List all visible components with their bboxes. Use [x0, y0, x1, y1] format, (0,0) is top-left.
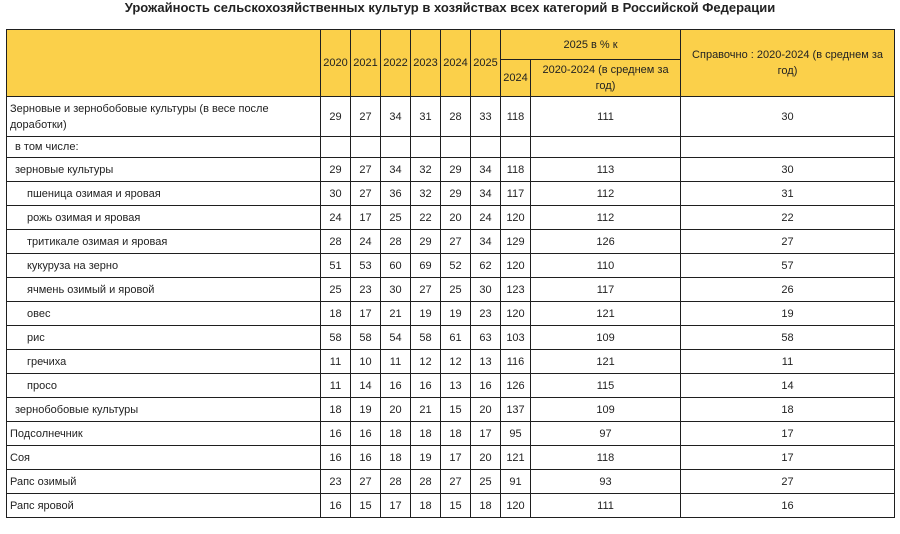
- row-value-cell: 11: [321, 350, 351, 374]
- row-value-cell: 32: [411, 182, 441, 206]
- row-value-cell: 23: [321, 470, 351, 494]
- row-value-cell: 29: [321, 97, 351, 137]
- row-crop-name: гречиха: [7, 350, 321, 374]
- row-crop-name: рожь озимая и яровая: [7, 206, 321, 230]
- row-value-cell: 63: [471, 326, 501, 350]
- row-value-cell: 20: [471, 446, 501, 470]
- row-value-cell: 121: [501, 446, 531, 470]
- row-value-cell: 62: [471, 254, 501, 278]
- row-value-cell: 14: [351, 374, 381, 398]
- row-value-cell: 52: [441, 254, 471, 278]
- row-value-cell: 19: [411, 302, 441, 326]
- row-value-cell: 11: [381, 350, 411, 374]
- row-value-cell: 24: [471, 206, 501, 230]
- row-value-cell: 26: [681, 278, 895, 302]
- table-row: [7, 470, 895, 494]
- row-crop-name: ячмень озимый и яровой: [7, 278, 321, 302]
- row-value-cell: 34: [471, 230, 501, 254]
- row-value-cell: 69: [411, 254, 441, 278]
- row-value-cell: 58: [681, 326, 895, 350]
- row-value-cell: 11: [321, 374, 351, 398]
- row-value-cell: 18: [381, 446, 411, 470]
- row-crop-name: зерновые культуры: [7, 158, 321, 182]
- row-value-cell: 91: [501, 470, 531, 494]
- row-value-cell: 19: [681, 302, 895, 326]
- row-value-cell: 20: [441, 206, 471, 230]
- row-value-cell: 20: [471, 398, 501, 422]
- table-row: [7, 182, 895, 206]
- table-row: [7, 398, 895, 422]
- row-value-cell: 25: [321, 278, 351, 302]
- row-value-cell: 25: [441, 278, 471, 302]
- row-value-cell: 28: [321, 230, 351, 254]
- row-crop-name: рис: [7, 326, 321, 350]
- table-header: [7, 30, 895, 97]
- row-value-cell: 15: [441, 398, 471, 422]
- row-value-cell: [411, 137, 441, 158]
- row-crop-name: в том числе:: [7, 137, 321, 158]
- row-value-cell: 118: [531, 446, 681, 470]
- row-value-cell: 28: [381, 230, 411, 254]
- row-value-cell: 29: [321, 158, 351, 182]
- row-value-cell: 126: [531, 230, 681, 254]
- row-value-cell: 31: [681, 182, 895, 206]
- row-value-cell: 28: [411, 470, 441, 494]
- row-value-cell: 109: [531, 326, 681, 350]
- header-year-2021: 2021: [351, 30, 381, 97]
- table-row: [7, 137, 895, 158]
- row-value-cell: 25: [381, 206, 411, 230]
- row-value-cell: [501, 137, 531, 158]
- table-row: [7, 254, 895, 278]
- row-value-cell: 34: [381, 97, 411, 137]
- header-year-2022: 2022: [381, 30, 411, 97]
- row-value-cell: 28: [381, 470, 411, 494]
- row-value-cell: 121: [531, 350, 681, 374]
- table-title: Урожайность сельскохозяйственных культур в хозяйствах всех категорий в Российской Федерации: [124, 0, 776, 15]
- row-value-cell: 32: [411, 158, 441, 182]
- row-value-cell: 51: [321, 254, 351, 278]
- row-value-cell: 18: [411, 494, 441, 518]
- row-value-cell: 12: [441, 350, 471, 374]
- row-value-cell: 95: [501, 422, 531, 446]
- table-row: [7, 494, 895, 518]
- row-value-cell: [471, 137, 501, 158]
- table-row: [7, 422, 895, 446]
- header-pct-group: 2025 в % к: [501, 30, 681, 60]
- row-value-cell: 21: [381, 302, 411, 326]
- row-value-cell: 109: [531, 398, 681, 422]
- row-value-cell: 25: [471, 470, 501, 494]
- row-value-cell: 13: [441, 374, 471, 398]
- row-value-cell: 23: [351, 278, 381, 302]
- row-value-cell: [681, 137, 895, 158]
- row-value-cell: 16: [351, 422, 381, 446]
- row-value-cell: 15: [441, 494, 471, 518]
- row-value-cell: 17: [381, 494, 411, 518]
- row-value-cell: 118: [501, 97, 531, 137]
- row-value-cell: 23: [471, 302, 501, 326]
- row-value-cell: 17: [681, 422, 895, 446]
- row-value-cell: 97: [531, 422, 681, 446]
- row-value-cell: [381, 137, 411, 158]
- row-value-cell: 16: [471, 374, 501, 398]
- row-value-cell: 115: [531, 374, 681, 398]
- row-value-cell: 27: [411, 278, 441, 302]
- header-year-2024: 2024: [441, 30, 471, 97]
- header-pct-2024: 2024: [501, 60, 531, 97]
- table-row: [7, 326, 895, 350]
- row-value-cell: 123: [501, 278, 531, 302]
- row-value-cell: 61: [441, 326, 471, 350]
- row-value-cell: 120: [501, 302, 531, 326]
- row-value-cell: 27: [681, 230, 895, 254]
- row-value-cell: 137: [501, 398, 531, 422]
- row-value-cell: 13: [471, 350, 501, 374]
- row-value-cell: 17: [351, 206, 381, 230]
- header-year-2025: 2025: [471, 30, 501, 97]
- row-value-cell: 111: [531, 97, 681, 137]
- row-value-cell: 29: [441, 158, 471, 182]
- row-value-cell: 27: [351, 158, 381, 182]
- header-year-2020: 2020: [321, 30, 351, 97]
- row-value-cell: 118: [501, 158, 531, 182]
- row-value-cell: 117: [501, 182, 531, 206]
- row-value-cell: 27: [351, 182, 381, 206]
- row-value-cell: 36: [381, 182, 411, 206]
- row-value-cell: [321, 137, 351, 158]
- yield-table: [6, 29, 895, 518]
- row-crop-name: Рапс озимый: [7, 470, 321, 494]
- row-value-cell: 30: [381, 278, 411, 302]
- row-value-cell: 112: [531, 182, 681, 206]
- row-value-cell: 120: [501, 254, 531, 278]
- row-value-cell: 117: [531, 278, 681, 302]
- row-value-cell: 17: [351, 302, 381, 326]
- table-row: [7, 97, 895, 137]
- row-value-cell: 24: [351, 230, 381, 254]
- row-value-cell: 18: [381, 422, 411, 446]
- row-value-cell: 31: [411, 97, 441, 137]
- row-value-cell: 16: [681, 494, 895, 518]
- row-value-cell: 14: [681, 374, 895, 398]
- row-value-cell: 20: [381, 398, 411, 422]
- table-row: [7, 278, 895, 302]
- row-value-cell: 27: [441, 470, 471, 494]
- row-value-cell: 54: [381, 326, 411, 350]
- row-value-cell: 17: [441, 446, 471, 470]
- row-value-cell: [531, 137, 681, 158]
- row-value-cell: 34: [381, 158, 411, 182]
- row-crop-name: овес: [7, 302, 321, 326]
- row-value-cell: 10: [351, 350, 381, 374]
- header-crop-column: [7, 30, 321, 97]
- row-value-cell: 30: [681, 158, 895, 182]
- row-value-cell: 53: [351, 254, 381, 278]
- row-value-cell: 129: [501, 230, 531, 254]
- row-value-cell: 28: [441, 97, 471, 137]
- row-value-cell: [351, 137, 381, 158]
- header-reference: Справочно : 2020-2024 (в среднем за год): [681, 30, 895, 97]
- row-value-cell: 112: [531, 206, 681, 230]
- row-crop-name: Рапс яровой: [7, 494, 321, 518]
- row-value-cell: 27: [681, 470, 895, 494]
- row-value-cell: 18: [411, 422, 441, 446]
- row-value-cell: 116: [501, 350, 531, 374]
- row-value-cell: [441, 137, 471, 158]
- header-pct-avg: 2020-2024 (в среднем за год): [531, 60, 681, 97]
- row-value-cell: 57: [681, 254, 895, 278]
- row-value-cell: 22: [681, 206, 895, 230]
- table-row: [7, 374, 895, 398]
- row-value-cell: 27: [441, 230, 471, 254]
- row-value-cell: 34: [471, 158, 501, 182]
- row-value-cell: 93: [531, 470, 681, 494]
- row-value-cell: 17: [471, 422, 501, 446]
- row-value-cell: 19: [441, 302, 471, 326]
- table-row: [7, 446, 895, 470]
- row-value-cell: 16: [381, 374, 411, 398]
- row-value-cell: 120: [501, 494, 531, 518]
- row-value-cell: 11: [681, 350, 895, 374]
- row-value-cell: 18: [321, 302, 351, 326]
- row-value-cell: 18: [321, 398, 351, 422]
- row-value-cell: 19: [351, 398, 381, 422]
- table-row: [7, 206, 895, 230]
- row-value-cell: 27: [351, 470, 381, 494]
- row-value-cell: 111: [531, 494, 681, 518]
- row-crop-name: Подсолнечник: [7, 422, 321, 446]
- row-value-cell: 33: [471, 97, 501, 137]
- row-value-cell: 60: [381, 254, 411, 278]
- row-value-cell: 103: [501, 326, 531, 350]
- row-value-cell: 29: [411, 230, 441, 254]
- row-value-cell: 58: [321, 326, 351, 350]
- row-crop-name: кукуруза на зерно: [7, 254, 321, 278]
- row-crop-name: тритикале озимая и яровая: [7, 230, 321, 254]
- row-crop-name: просо: [7, 374, 321, 398]
- row-value-cell: 16: [321, 446, 351, 470]
- row-value-cell: 30: [321, 182, 351, 206]
- table-row: [7, 350, 895, 374]
- row-value-cell: 110: [531, 254, 681, 278]
- table-row: [7, 230, 895, 254]
- row-value-cell: 21: [411, 398, 441, 422]
- row-value-cell: 34: [471, 182, 501, 206]
- row-value-cell: 22: [411, 206, 441, 230]
- row-value-cell: 126: [501, 374, 531, 398]
- row-crop-name: зернобобовые культуры: [7, 398, 321, 422]
- row-value-cell: 58: [351, 326, 381, 350]
- row-value-cell: 121: [531, 302, 681, 326]
- row-value-cell: 113: [531, 158, 681, 182]
- row-crop-name: Зерновые и зернобобовые культуры (в весе после доработки): [7, 97, 321, 137]
- row-value-cell: 58: [411, 326, 441, 350]
- table-row: [7, 158, 895, 182]
- row-value-cell: 24: [321, 206, 351, 230]
- row-value-cell: 17: [681, 446, 895, 470]
- row-value-cell: 16: [321, 494, 351, 518]
- row-value-cell: 18: [441, 422, 471, 446]
- row-value-cell: 120: [501, 206, 531, 230]
- row-value-cell: 18: [681, 398, 895, 422]
- row-value-cell: 27: [351, 97, 381, 137]
- header-year-2023: 2023: [411, 30, 441, 97]
- row-value-cell: 16: [411, 374, 441, 398]
- row-value-cell: 15: [351, 494, 381, 518]
- row-value-cell: 29: [441, 182, 471, 206]
- row-value-cell: 30: [471, 278, 501, 302]
- table-row: [7, 302, 895, 326]
- row-value-cell: 16: [321, 422, 351, 446]
- row-value-cell: 16: [351, 446, 381, 470]
- row-value-cell: 12: [411, 350, 441, 374]
- row-value-cell: 18: [471, 494, 501, 518]
- row-crop-name: Соя: [7, 446, 321, 470]
- row-value-cell: 19: [411, 446, 441, 470]
- row-crop-name: пшеница озимая и яровая: [7, 182, 321, 206]
- row-value-cell: 30: [681, 97, 895, 137]
- table-body: [7, 97, 895, 518]
